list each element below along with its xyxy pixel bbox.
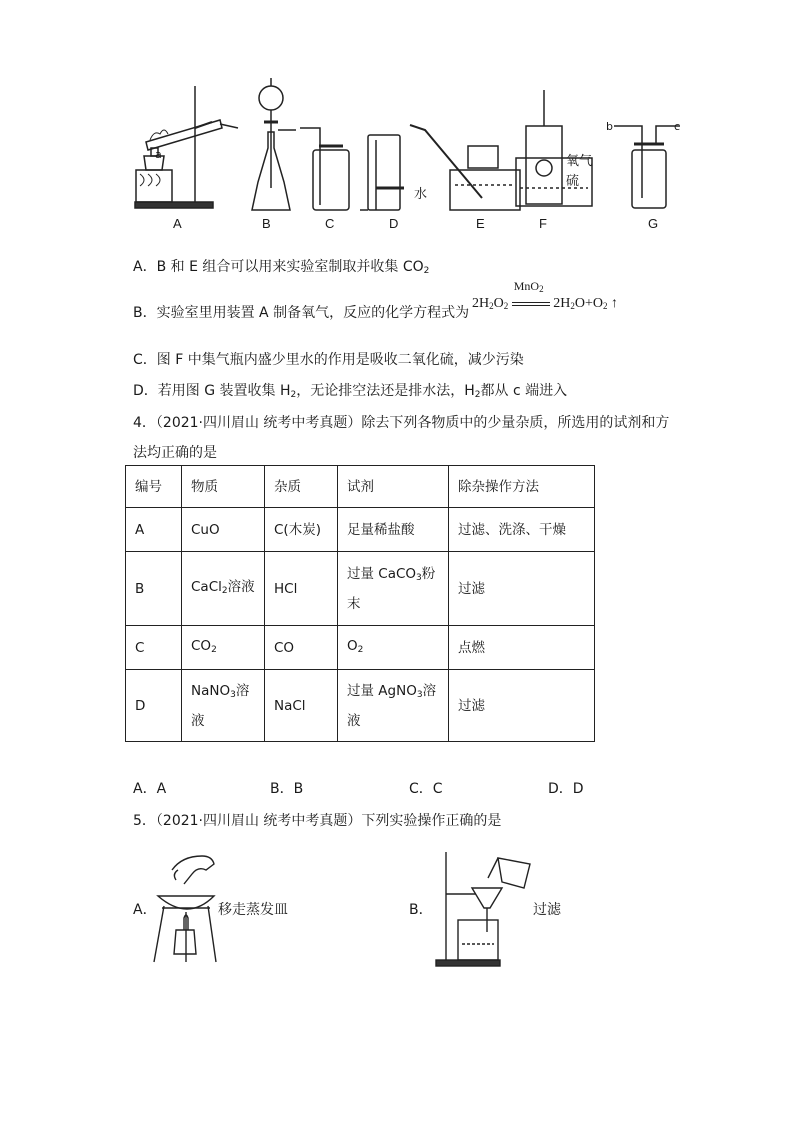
apparatus-label-C: C: [325, 216, 335, 231]
q4-option-a: A．A: [133, 781, 167, 797]
cell-impurity: NaCl: [265, 670, 338, 742]
cell-substance: CuO: [182, 508, 265, 552]
apparatus-label-D: D: [389, 216, 399, 231]
apparatus-label-F: F: [539, 216, 547, 231]
cell-method: 过滤、洗涤、干燥: [449, 508, 595, 552]
header-substance: 物质: [182, 466, 265, 508]
cell-reagent: 足量稀盐酸: [338, 508, 449, 552]
cell-id: D: [126, 670, 182, 742]
q4-option-d: D．D: [548, 781, 584, 797]
label-water: 水: [414, 187, 428, 202]
evaporating-dish-figure: [150, 850, 220, 968]
q4-table: [125, 465, 595, 742]
table-row: [126, 552, 595, 626]
q3-option-d: D．若用图 G 装置收集 $H_2$，无论排空法还是排水法，$H_2$都从 c 端进入: [133, 383, 568, 400]
header-impurity: 杂质: [265, 466, 338, 508]
table-row: [126, 626, 595, 670]
q3-option-b: B．实验室里用装置 A 制备氧气，反应的化学方程式为: [133, 305, 470, 321]
q5-option-b-label: B．: [409, 902, 433, 918]
q3-option-b-equation: $2H_2O_2$ MnO$_2$ $2H_2O+O_2$ ↑: [472, 278, 618, 311]
label-sulfur: 硫: [566, 174, 580, 189]
cell-substance: CaCl$_2$溶液: [182, 552, 265, 626]
apparatus-label-G: G: [648, 216, 659, 231]
cell-reagent: $O_2$: [338, 626, 449, 670]
table-row: [126, 508, 595, 552]
q5-option-a-label: A．: [133, 902, 157, 918]
q5-stem: 5．（2021·四川眉山 统考中考真题）下列实验操作正确的是: [133, 813, 502, 829]
cell-substance: $CO_2$: [182, 626, 265, 670]
apparatus-label-B: B: [262, 216, 271, 231]
label-oxygen: 氧气: [566, 154, 593, 169]
cell-substance: NaNO$_3$溶 液: [182, 670, 265, 742]
label-b: b: [606, 120, 613, 133]
apparatus-label-A: A: [173, 216, 182, 231]
cell-impurity: C(木炭): [265, 508, 338, 552]
q3-option-c: C．图 F 中集气瓶内盛少里水的作用是吸收二氧化硫，减少污染: [133, 352, 524, 368]
cell-method: 过滤: [449, 670, 595, 742]
filtration-figure: [432, 848, 536, 968]
header-id: 编号: [126, 466, 182, 508]
cell-impurity: CO: [265, 626, 338, 670]
catalyst-label: MnO$_2$: [513, 278, 544, 294]
q5-option-b-caption: 过滤: [533, 902, 561, 918]
q4-option-c: C．C: [409, 781, 443, 797]
cell-id: B: [126, 552, 182, 626]
cell-method: 点燃: [449, 626, 595, 670]
apparatus-label-E: E: [476, 216, 485, 231]
cell-impurity: HCl: [265, 552, 338, 626]
cell-method: 过滤: [449, 552, 595, 626]
cell-id: C: [126, 626, 182, 670]
q5-option-a-caption: 移走蒸发皿: [218, 902, 288, 918]
cell-reagent: 过量 AgNO$_3$溶 液: [338, 670, 449, 742]
cell-reagent: 过量 CaCO$_3$粉 末: [338, 552, 449, 626]
apparatus-figure: [120, 70, 700, 215]
q4-option-b: B．B: [270, 781, 304, 797]
label-c: c: [674, 120, 681, 133]
q3-option-a: A．B 和 E 组合可以用来实验室制取并收集 $CO_2$: [133, 259, 430, 276]
header-reagent: 试剂: [338, 466, 449, 508]
header-method: 除杂操作方法: [449, 466, 595, 508]
q4-stem-line2: 法均正确的是: [133, 445, 217, 461]
table-header-row: [126, 466, 595, 508]
table-row: [126, 670, 595, 742]
q4-stem-line1: 4．（2021·四川眉山 统考中考真题）除去下列各物质中的少量杂质，所选用的试剂和方: [133, 415, 670, 431]
label-a: a: [155, 148, 162, 161]
cell-id: A: [126, 508, 182, 552]
